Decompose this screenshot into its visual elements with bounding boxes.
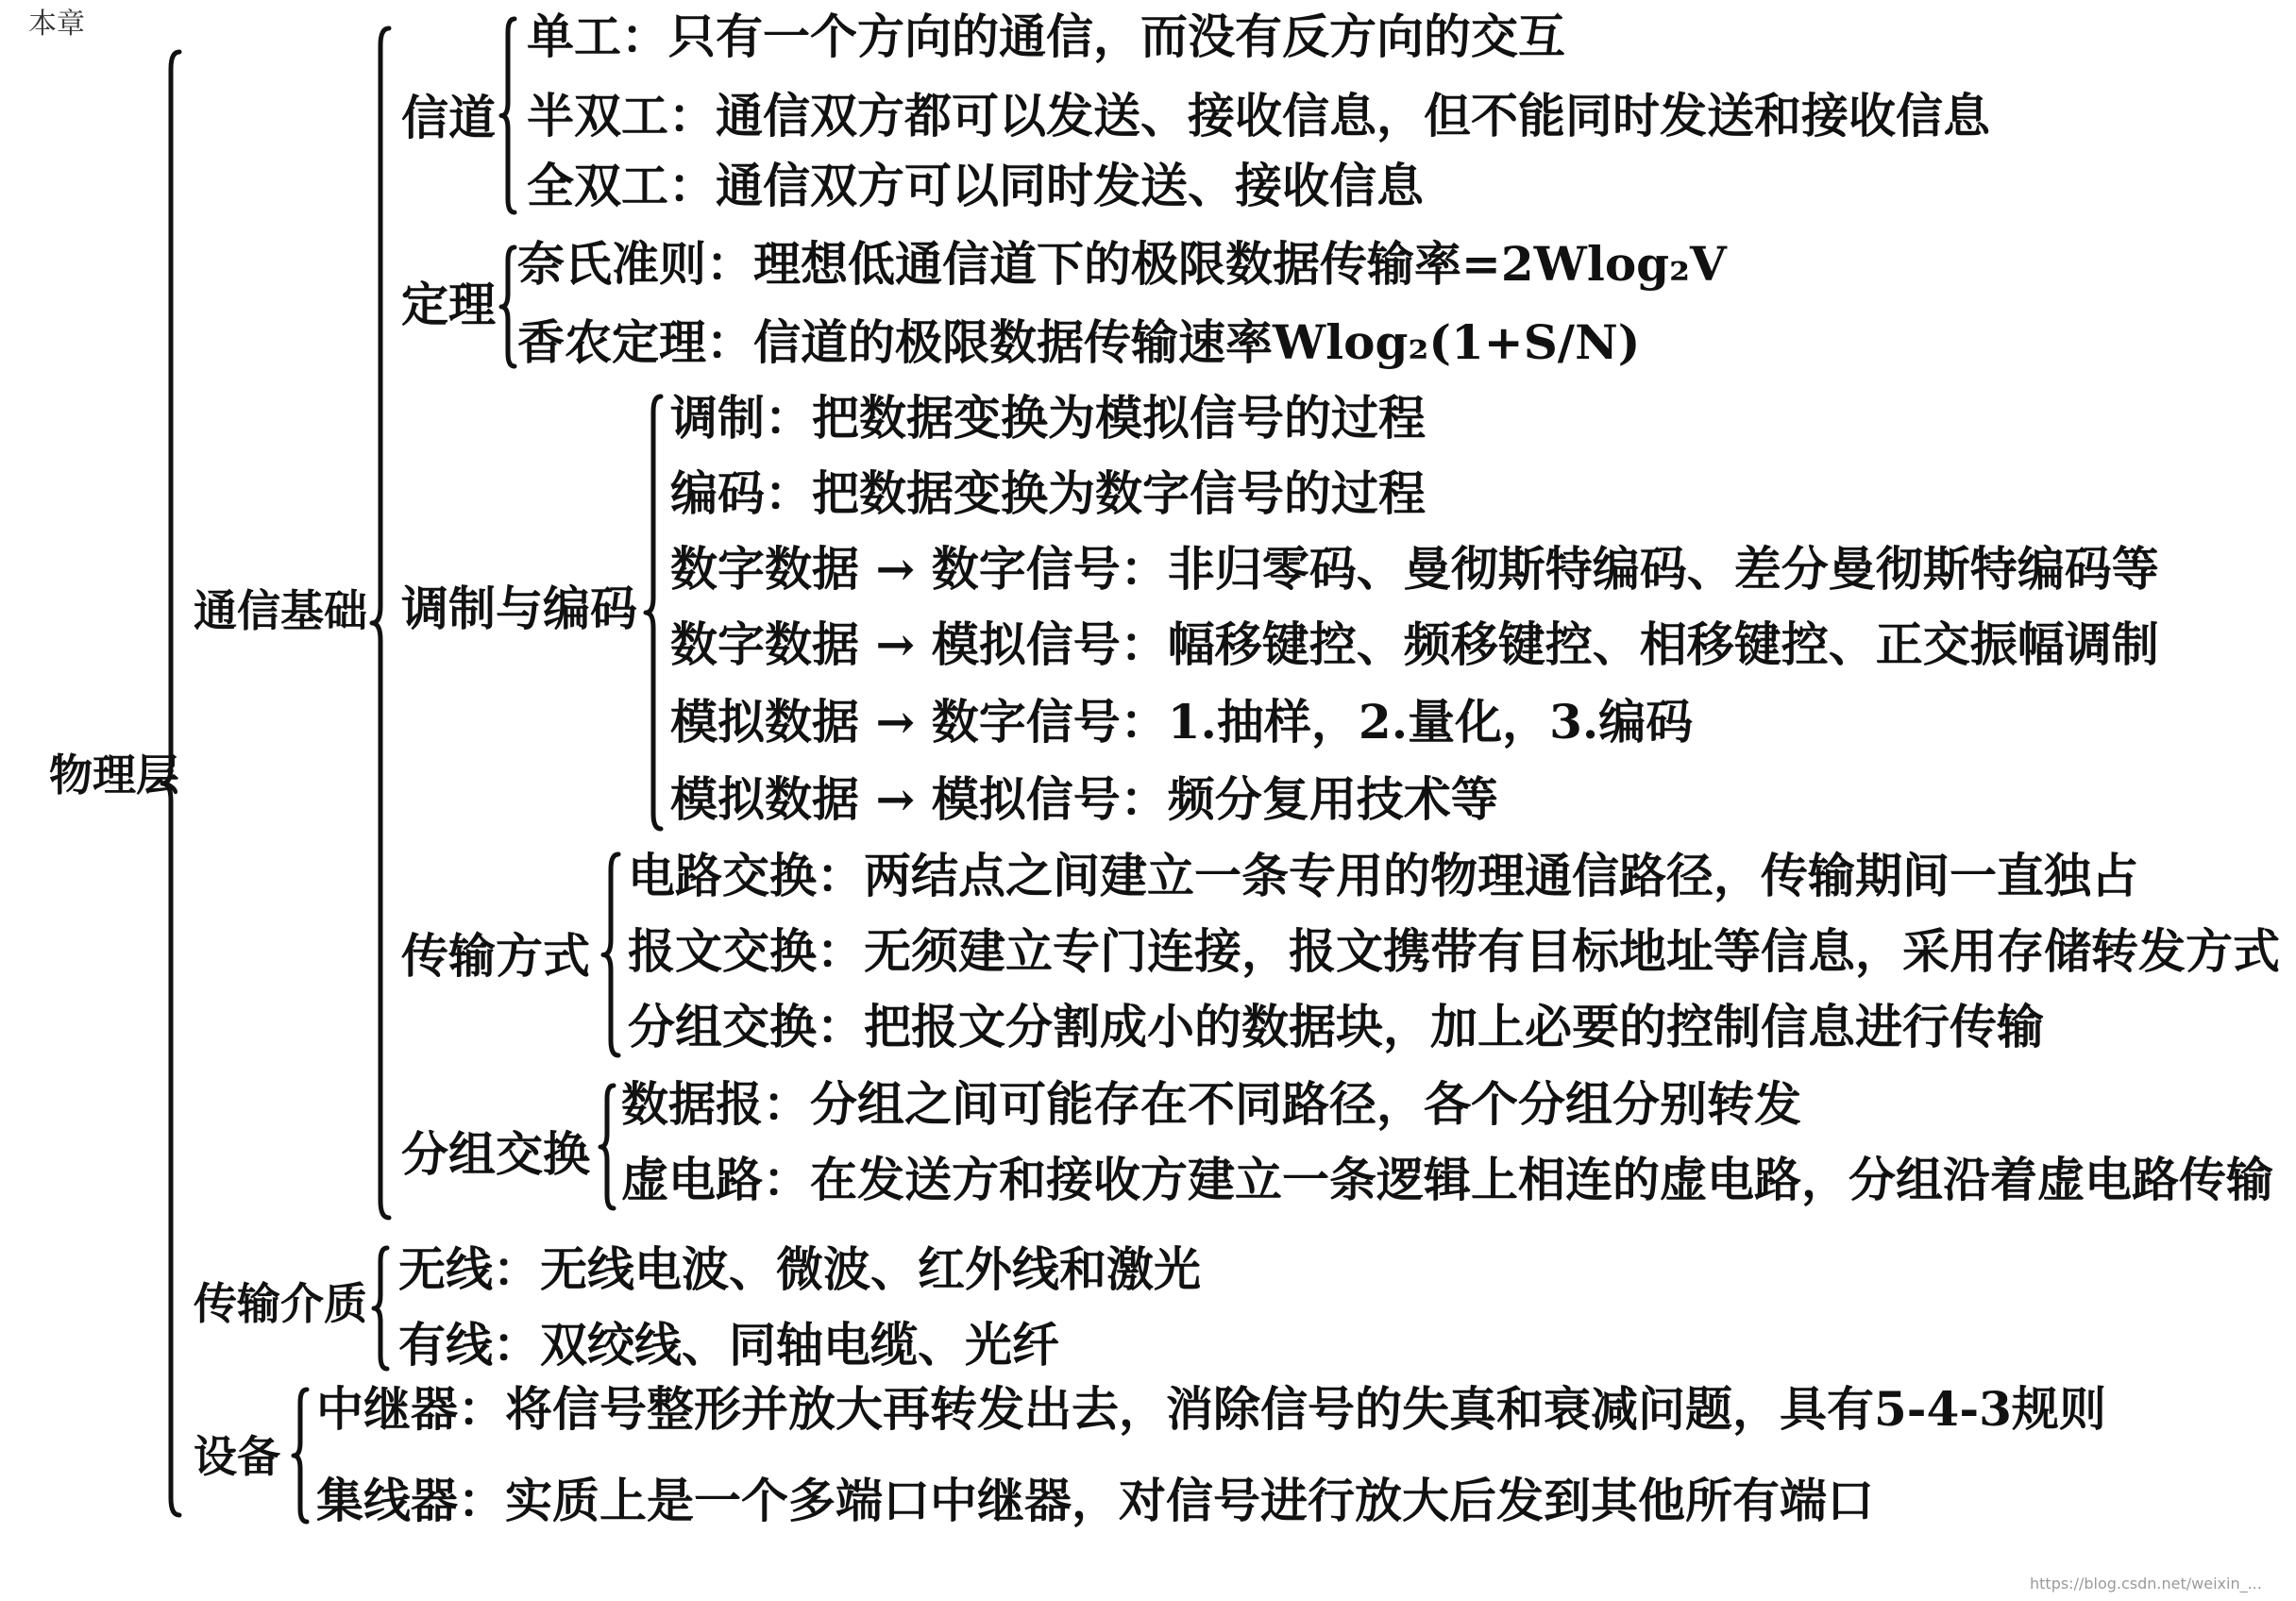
leaf-hub: 集线器：实质上是一个多端口中继器，对信号进行放大后发到其他所有端口	[316, 1473, 1874, 1528]
section-label-media: 传输介质	[194, 1278, 367, 1329]
corner-mark: 本章	[28, 8, 85, 41]
brace-devices	[294, 1390, 307, 1522]
leaf-datagram: 数据报：分组之间可能存在不同路径，各个分组分别转发	[621, 1076, 1801, 1132]
leaf-full-duplex: 全双工：通信双方可以同时发送、接收信息	[527, 158, 1424, 213]
watermark: https://blog.csdn.net/weixin_...	[2030, 1575, 2262, 1593]
group-label-theorems: 定理	[401, 277, 496, 332]
group-label-packet-switching: 分组交换	[401, 1126, 590, 1182]
root-label: 物理层	[49, 750, 179, 800]
group-label-modulation-coding: 调制与编码	[401, 581, 637, 636]
brace-media	[374, 1248, 387, 1369]
leaf-digital-to-digital: 数字数据 → 数字信号：非归零码、曼彻斯特编码、差分曼彻斯特编码等	[670, 541, 2159, 597]
leaf-wired: 有线：双绞线、同轴电缆、光纤	[398, 1317, 1059, 1373]
brace-transfer-modes	[603, 854, 618, 1055]
group-label-channel: 信道	[401, 90, 496, 145]
leaf-half-duplex: 半双工：通信双方都可以发送、接收信息，但不能同时发送和接收信息	[527, 88, 1990, 143]
brace-theorems	[501, 247, 515, 366]
leaf-digital-to-analog: 数字数据 → 模拟信号：幅移键控、频移键控、相移键控、正交振幅调制	[670, 616, 2159, 672]
leaf-encoding: 编码：把数据变换为数字信号的过程	[670, 465, 1426, 521]
group-label-transfer-modes: 传输方式	[401, 928, 590, 984]
leaf-message-switching: 报文交换：无须建立专门连接，报文携带有目标地址等信息，采用存储转发方式	[628, 923, 2280, 979]
brace-comm-basics	[372, 28, 389, 1218]
leaf-repeater: 中继器：将信号整形并放大再转发出去，消除信号的失真和衰减问题，具有5-4-3规则	[316, 1381, 2106, 1437]
section-label-devices: 设备	[194, 1431, 280, 1482]
leaf-shannon: 香农定理：信道的极限数据传输速率Wlog₂(1+S/N)	[517, 314, 1641, 370]
brace-channel	[501, 19, 515, 212]
leaf-packet-switching: 分组交换：把报文分割成小的数据块，加上必要的控制信息进行传输	[628, 999, 2044, 1054]
section-label-comm-basics: 通信基础	[194, 585, 367, 636]
leaf-analog-to-digital: 模拟数据 → 数字信号：1.抽样，2.量化，3.编码	[670, 694, 1694, 750]
leaf-wireless: 无线：无线电波、微波、红外线和激光	[398, 1241, 1201, 1297]
leaf-virtual-circuit: 虚电路：在发送方和接收方建立一条逻辑上相连的虚电路，分组沿着虚电路传输	[621, 1152, 2273, 1207]
leaf-analog-to-analog: 模拟数据 → 模拟信号：频分复用技术等	[670, 771, 1498, 827]
brace-packet-switching	[600, 1086, 614, 1208]
leaf-simplex: 单工：只有一个方向的通信，而没有反方向的交互	[527, 8, 1565, 64]
leaf-circuit-switching: 电路交换：两结点之间建立一条专用的物理通信路径，传输期间一直独占	[628, 848, 2138, 903]
leaf-nyquist: 奈氏准则：理想低通信道下的极限数据传输率=2Wlog₂V	[517, 236, 1727, 292]
leaf-modulation: 调制：把数据变换为模拟信号的过程	[670, 390, 1426, 446]
brace-modulation-coding	[646, 396, 661, 829]
